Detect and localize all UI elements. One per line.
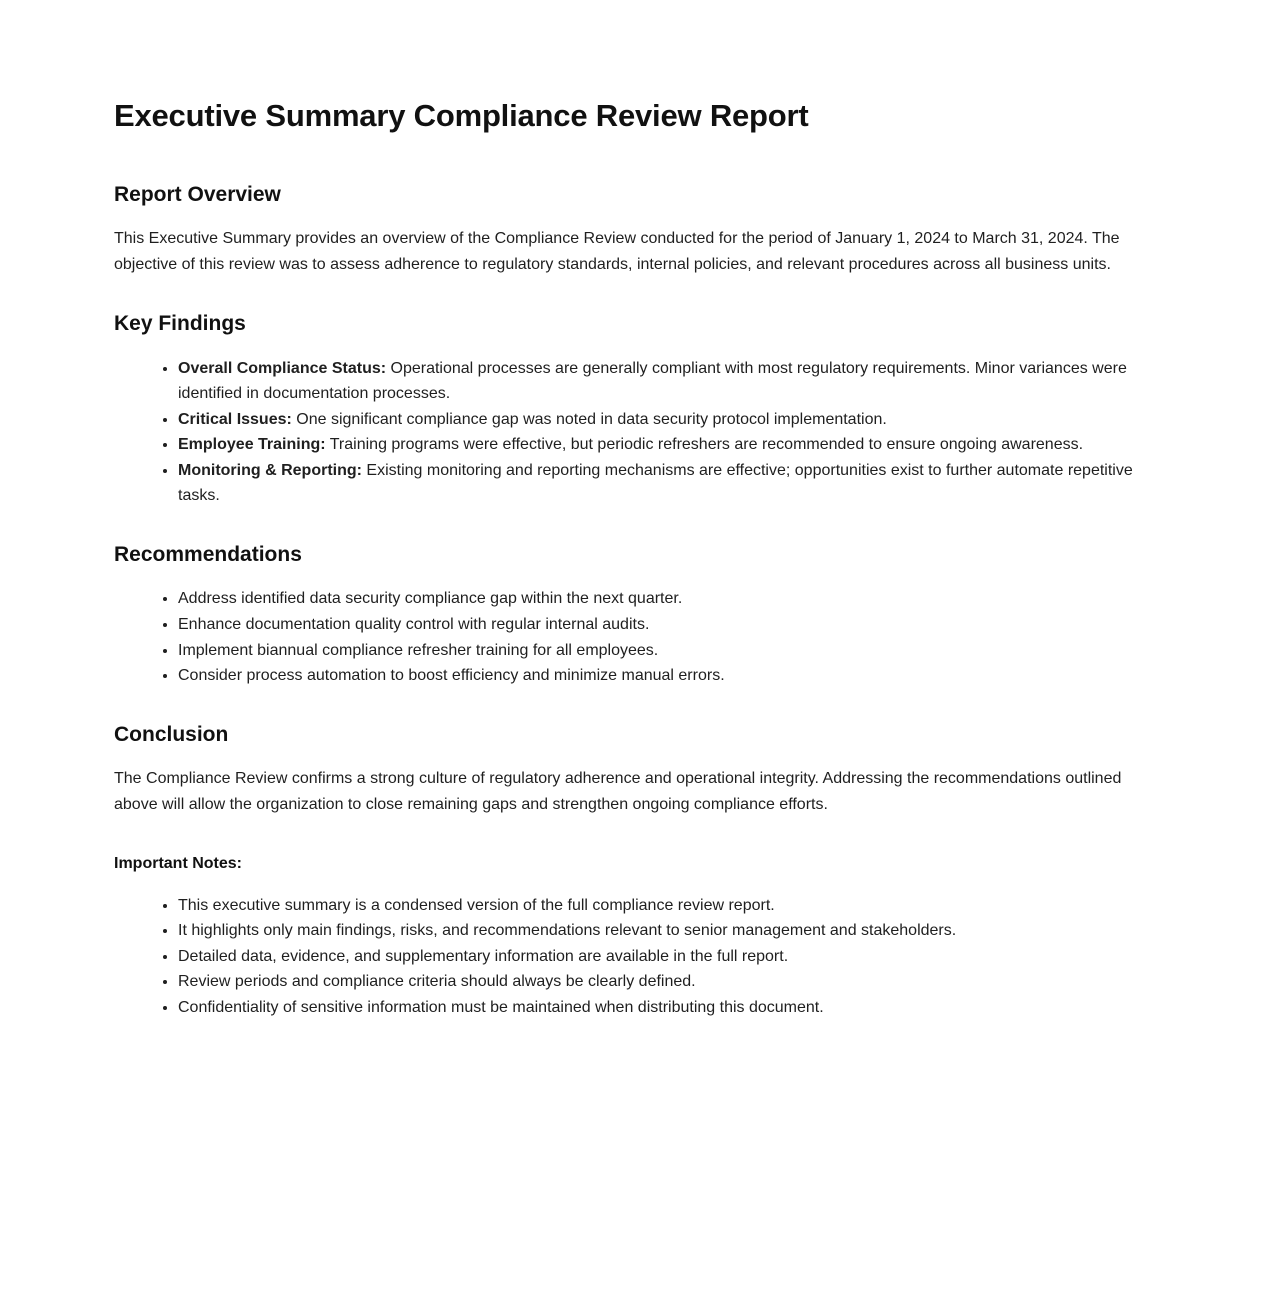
conclusion-paragraph: The Compliance Review confirms a strong culture of regulatory adherence and operational integrity. Addressing the recommendations outlined above will allow the organization to close remaining gaps and strengthen ongoing compliance efforts. bbox=[114, 769, 1122, 813]
key-findings-list bbox=[114, 356, 1164, 510]
section-report-overview bbox=[114, 182, 1164, 278]
list-item bbox=[178, 432, 1164, 458]
section-conclusion bbox=[114, 722, 1164, 818]
list-item: • Detailed data, evidence, and supplementary information are available in the full report. bbox=[178, 944, 1164, 970]
list-item: • Consider process automation to boost efficiency and minimize manual errors. bbox=[178, 663, 1164, 689]
list-item-label: Overall Compliance Status: bbox=[178, 359, 387, 377]
list-item-text: Operational processes are generally compliant with most regulatory requirements. Minor variances were identified in documentation processes. bbox=[178, 359, 1127, 403]
list-item-label: Critical Issues: bbox=[178, 410, 292, 428]
report-title: Executive Summary Compliance Review Report bbox=[114, 98, 809, 133]
list-item bbox=[178, 458, 1164, 509]
key-findings-heading: Key Findings bbox=[114, 312, 246, 336]
list-item bbox=[178, 407, 1164, 433]
list-item-text: One significant compliance gap was noted in data security protocol implementation. bbox=[291, 410, 887, 428]
recommendations-heading: Recommendations bbox=[114, 543, 302, 567]
recommendations-list bbox=[114, 586, 1164, 688]
list-item: • Implement biannual compliance refresher training for all employees. bbox=[178, 638, 1164, 664]
list-item-text: Existing monitoring and reporting mechanisms are effective; opportunities exist to further automate repetitive tasks. bbox=[178, 461, 1133, 505]
section-important-notes bbox=[114, 854, 1164, 1021]
section-key-findings bbox=[114, 311, 1164, 509]
list-item: • This executive summary is a condensed version of the full compliance review report. bbox=[178, 893, 1164, 919]
list-item-label: Employee Training: bbox=[178, 436, 326, 454]
section-recommendations bbox=[114, 542, 1164, 689]
list-item: • It highlights only main findings, risks, and recommendations relevant to senior management and stakeholders. bbox=[178, 918, 1164, 944]
conclusion-heading: Conclusion bbox=[114, 722, 229, 746]
list-item: • Confidentiality of sensitive information must be maintained when distributing this document. bbox=[178, 995, 1164, 1021]
report-overview-paragraph: This Executive Summary provides an overview of the Compliance Review conducted for the period of January 1, 2024 to March 31, 2024. The objective of this review was to assess adherence to regulatory standards, internal policies, and relevant procedures across all business units. bbox=[114, 230, 1120, 274]
report-overview-heading: Report Overview bbox=[114, 183, 281, 207]
important-notes-heading: Important Notes: bbox=[114, 854, 242, 872]
list-item bbox=[178, 356, 1164, 407]
list-item-label: Monitoring & Reporting: bbox=[178, 461, 362, 479]
list-item: • Review periods and compliance criteria should always be clearly defined. bbox=[178, 969, 1164, 995]
document-content bbox=[114, 97, 1164, 1021]
important-notes-list bbox=[114, 893, 1164, 1021]
list-item: • Enhance documentation quality control with regular internal audits. bbox=[178, 612, 1164, 638]
list-item: • Address identified data security compliance gap within the next quarter. bbox=[178, 586, 1164, 612]
list-item-text: Training programs were effective, but periodic refreshers are recommended to ensure ongoing awareness. bbox=[325, 436, 1084, 454]
